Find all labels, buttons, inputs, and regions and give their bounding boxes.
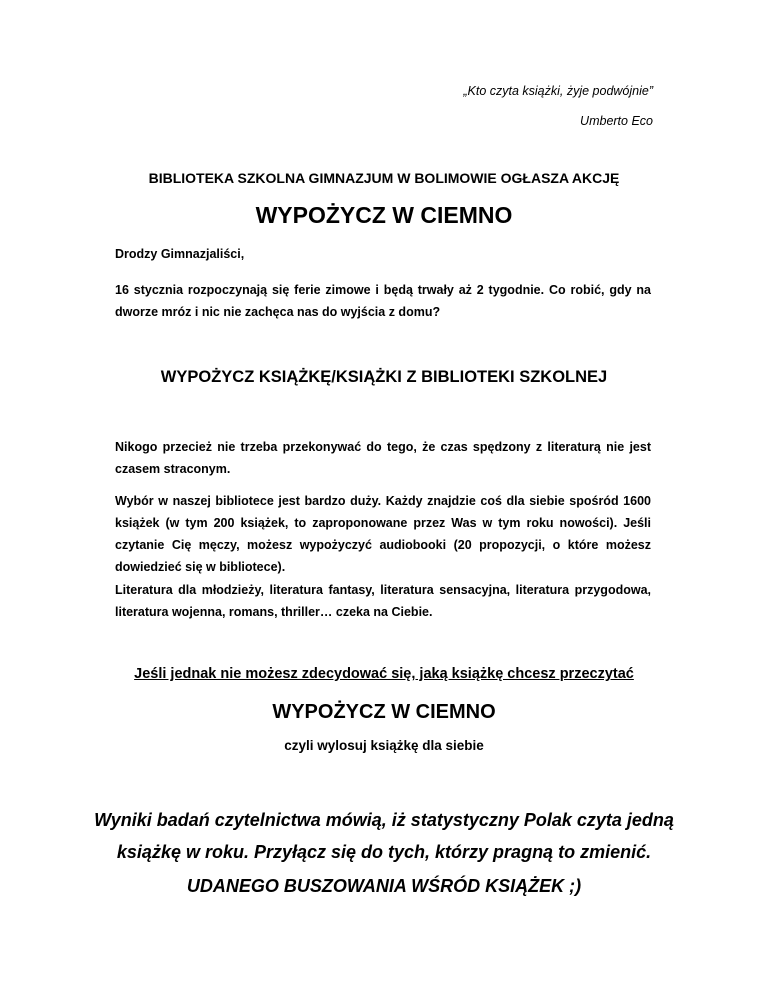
paragraph-literature-value: Nikogo przecież nie trzeba przekonywać do tego, że czas spędzony z literaturą nie jest czasem straconym.	[115, 440, 651, 476]
second-title: WYPOŻYCZ W CIEMNO	[272, 701, 496, 723]
second-title-subtitle: czyli wylosuj książkę dla siebie	[284, 738, 484, 753]
motto-quote: „Kto czyta książki, żyje podwójnie”	[463, 84, 653, 98]
announcement-heading: BIBLIOTEKA SZKOLNA GIMNAZJUM W BOLIMOWIE OGŁASZA AKCJĘ	[148, 170, 620, 186]
intro-paragraph: 16 stycznia rozpoczynają się ferie zimowe i będą trwały aż 2 tygodnie. Co robić, gdy na dworze mróz i nic nie zachęca nas do wyjścia z domu?	[115, 283, 651, 319]
closing-line: UDANEGO BUSZOWANIA WŚRÓD KSIĄŻEK ;)	[186, 876, 582, 896]
greeting: Drodzy Gimnazjaliści,	[115, 247, 245, 261]
paragraph-genres: Literatura dla młodzieży, literatura fantasy, literatura sensacyjna, literatura przygodowa, literatura wojenna, romans, thriller… czeka na Ciebie.	[115, 583, 651, 619]
subheading: WYPOŻYCZ KSIĄŻKĘ/KSIĄŻKI Z BIBLIOTEKI SZKOLNEJ	[160, 368, 608, 386]
question-line: Jeśli jednak nie możesz zdecydować się, jaką książkę chcesz przeczytać	[134, 666, 634, 682]
main-title: WYPOŻYCZ W CIEMNO	[255, 202, 513, 228]
motto-author: Umberto Eco	[580, 114, 653, 128]
statistics-text: Wyniki badań czytelnictwa mówią, iż statystyczny Polak czyta jedną książkę w roku. Przyłącz się do tych, którzy pragną to zmienić.	[94, 810, 674, 862]
paragraph-library-offer: Wybór w naszej bibliotece jest bardzo duży. Każdy znajdzie coś dla siebie spośród 1600 książek (w tym 200 książek, to zaproponowane przez Was w tym roku nowości). Jeśli czytanie Cię męczy, możesz wypożyczyć audiobooki (20 propozycji, o które możesz dowiedzieć się w bibliotece).	[115, 494, 651, 574]
